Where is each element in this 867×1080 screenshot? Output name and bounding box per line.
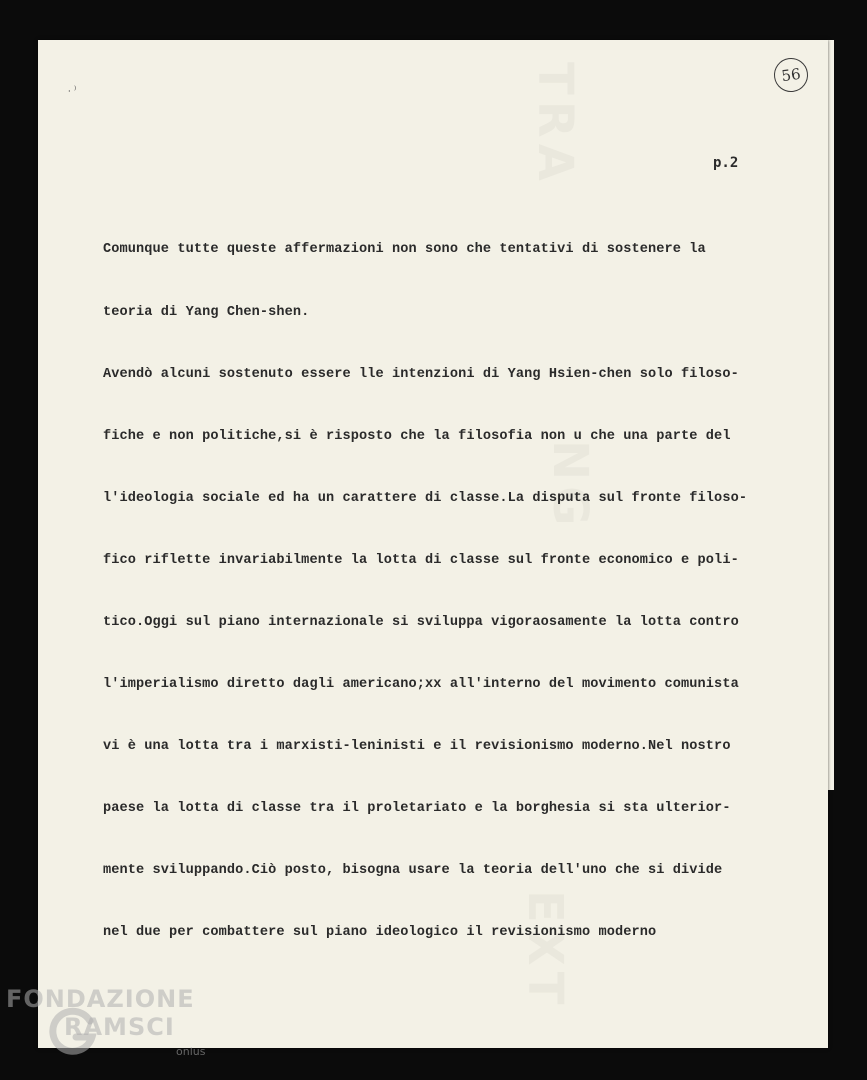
text-line: Comunque tutte queste affermazioni non sono che tentativi di sostenere la [103,242,706,258]
text-line: vi è una lotta tra i marxisti-leninisti e il revisionismo moderno.Nel nostro [103,739,731,755]
text-line: l'ideologia sociale ed ha un carattere di classe.La disputa sul fronte filoso- [103,490,748,506]
text-line: l'imperialismo diretto dagli americano;xx all'interno del movimento comunista [103,677,739,693]
text-line: nel due per combattere sul piano ideologico il revisionismo moderno [103,925,657,941]
text-line: Avendò alcuni sostenuto essere lle intenzioni di Yang Hsien-chen solo filoso- [103,366,739,382]
stray-pencil-mark: ⸳ ⁾ [68,85,77,96]
text-line: tico.Oggi sul piano internazionale si sviluppa vigoraosamente la lotta contro [103,614,739,630]
page-label: p.2 [713,155,739,171]
typewritten-body [103,199,833,986]
logo-line-2: RAMSCI [64,1013,175,1041]
fondazione-gramsci-logo [6,985,226,1065]
folio-number: 56 [780,64,802,86]
text-line: fiche e non politiche,si è risposto che la filosofia non u che una parte del [103,428,731,444]
text-line: paese la lotta di classe tra il proletariato e la borghesia si sta ulterior- [103,801,731,817]
text-line: mente sviluppando.Ciò posto, bisogna usare la teoria dell'uno che si divide [103,863,723,879]
logo-line-1: FONDAZIONE [6,985,195,1013]
logo-suffix: onlus [176,1045,206,1058]
text-line: teoria di Yang Chen-shen. [103,304,310,320]
watermark-upper [527,62,583,187]
text-line: fico riflette invariabilmente la lotta di classe sul fronte economico e poli- [103,552,739,568]
